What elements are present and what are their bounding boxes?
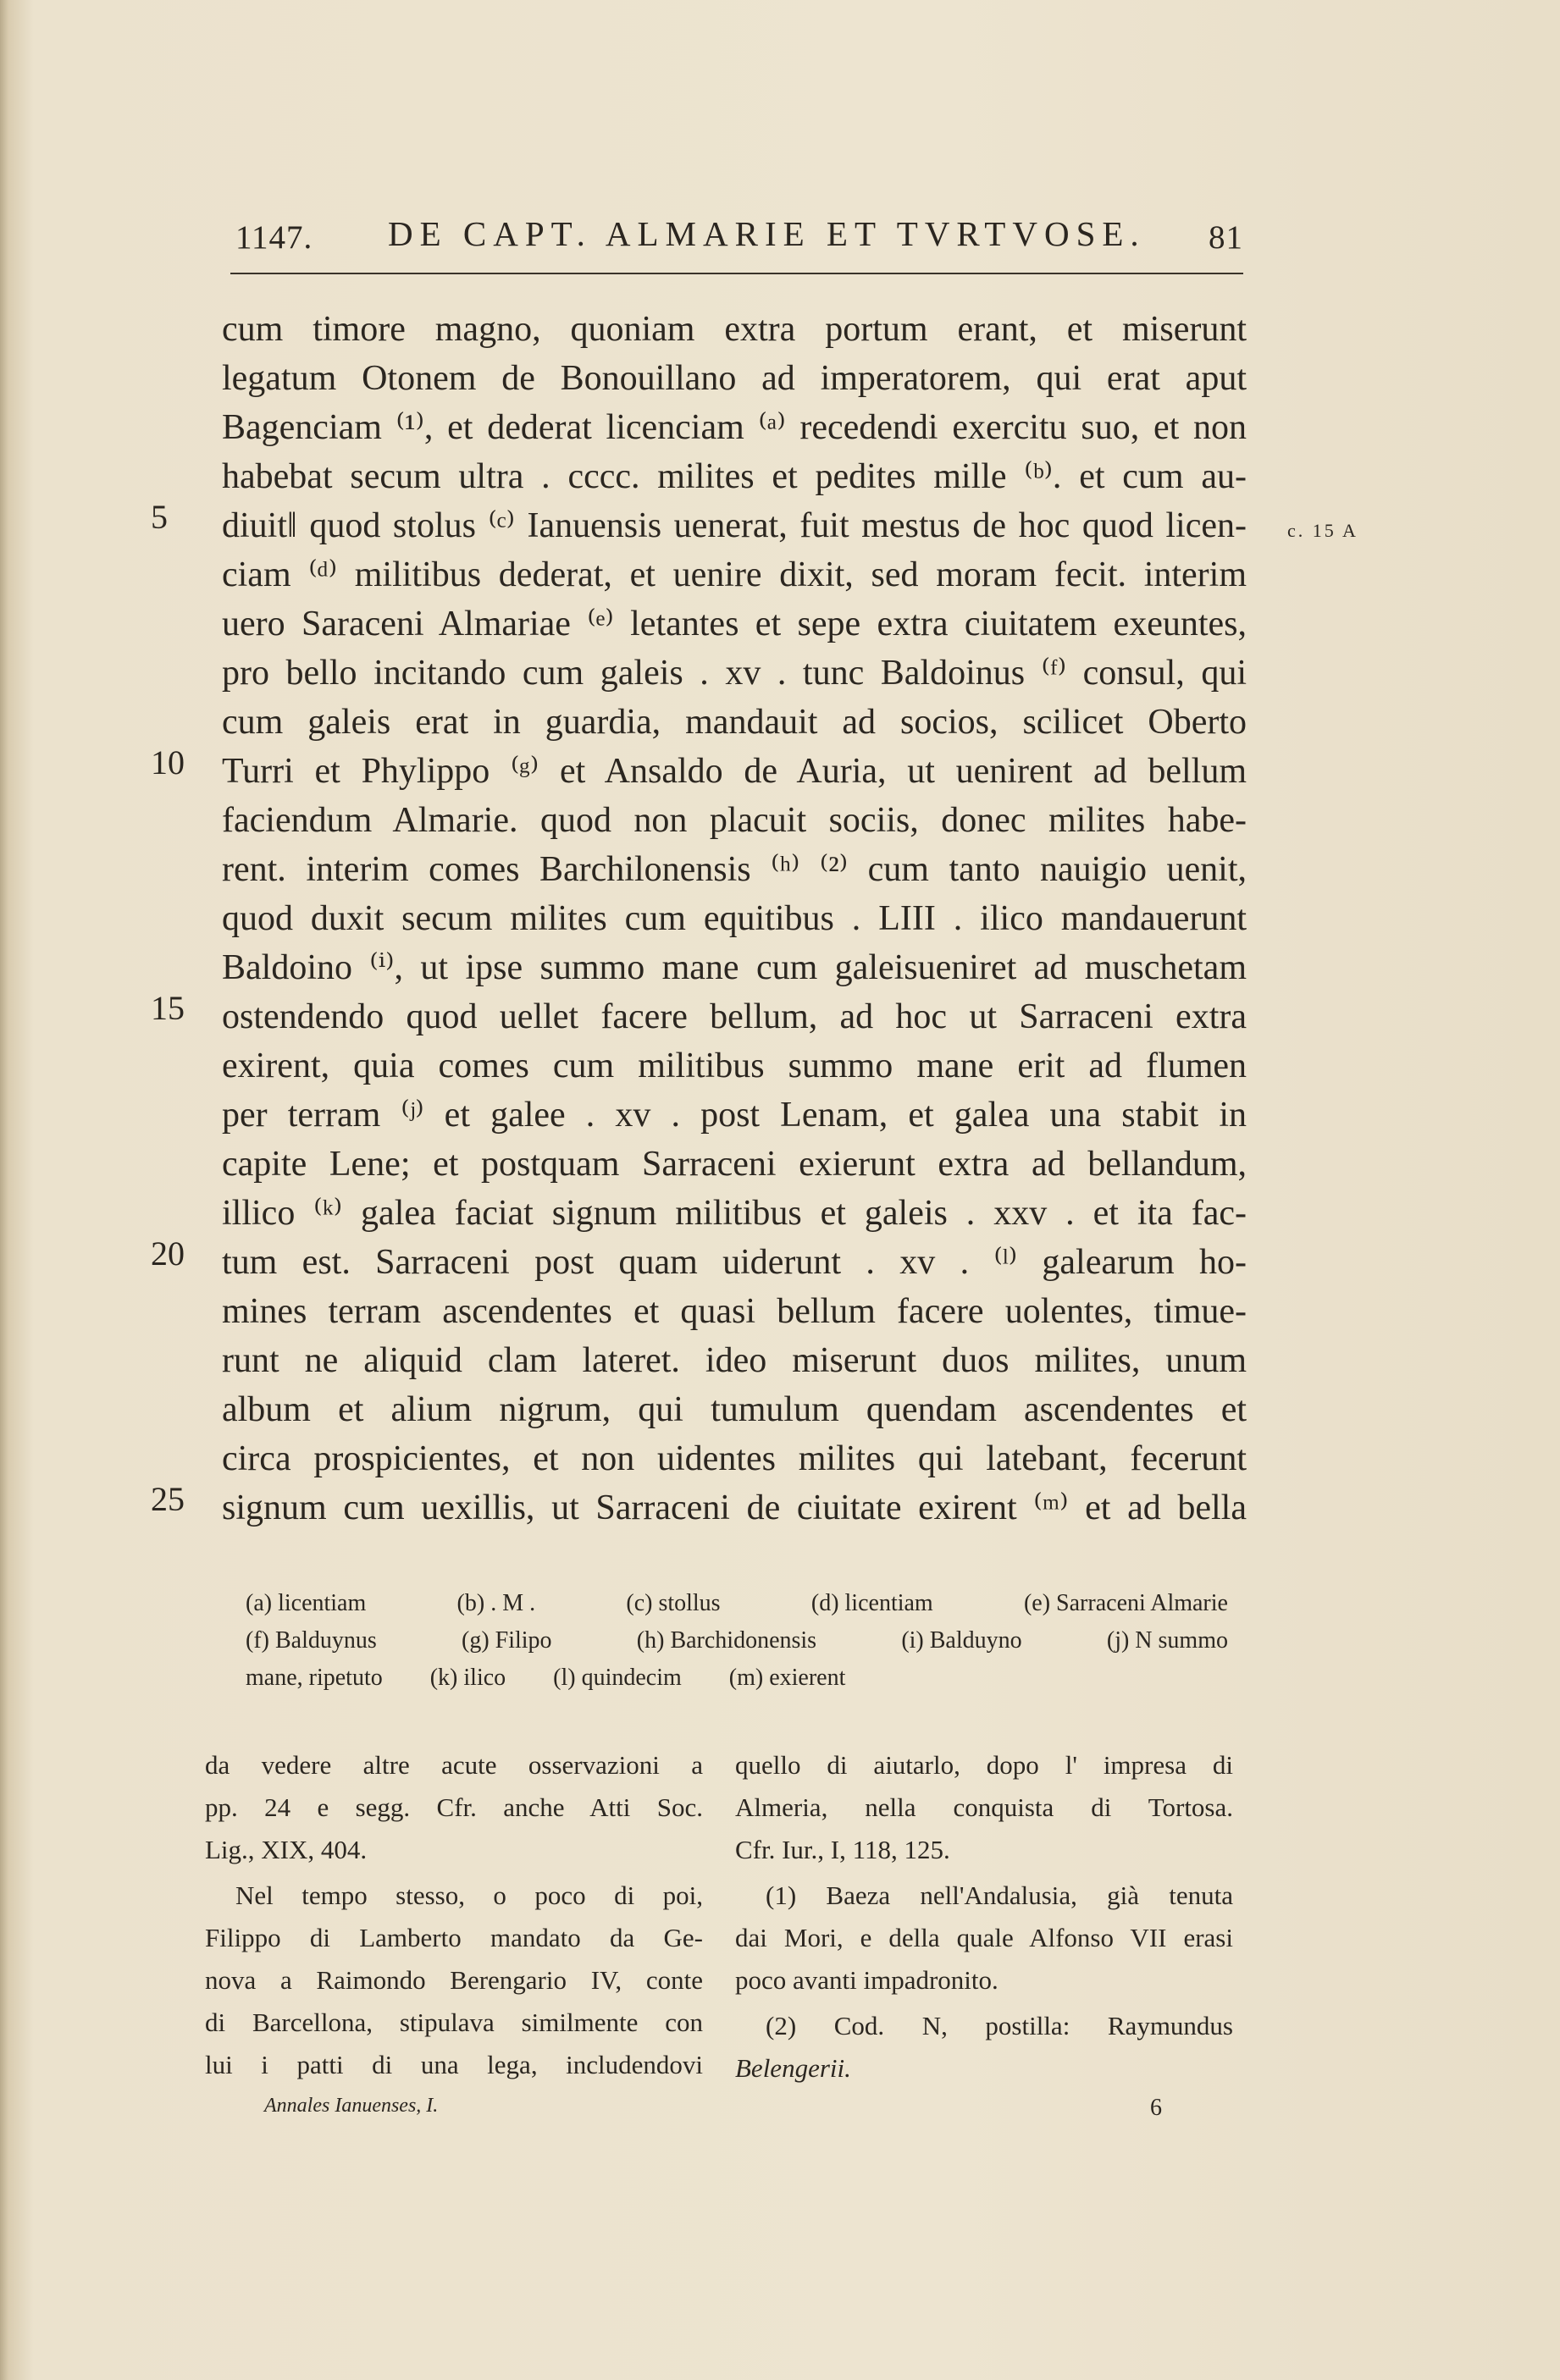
text-line: mines terram ascendentes et quasi bellum facere uolentes, timue- [222,1292,1247,1331]
commentary-line: (1) Baeza nell'Andalusia, già tenuta [766,1880,1233,1910]
text-line: uero Saraceni Almariae ⁽ᵉ⁾ letantes et sepe extra ciuitatem exeuntes, [222,605,1247,643]
text-line: quod duxit secum milites cum equitibus . LIII . ilico mandauerunt [222,899,1247,938]
text-line: diuit‖ quod stolus ⁽ᶜ⁾ Ianuensis uenerat, fuit mestus de hoc quod licen- [222,506,1247,545]
variant-note: (i) Balduyno [901,1627,1022,1654]
commentary-line: Filippo di Lamberto mandato da Ge- [205,1923,703,1952]
text-line: album et alium nigrum, qui tumulum quendam ascendentes et [222,1390,1247,1429]
commentary-right [735,1744,1233,2093]
commentary-line: (2) Cod. N, postilla: Raymundus [766,2011,1233,2040]
text-line: legatum Otonem de Bonouillano ad imperatorem, qui erat aput [222,359,1247,398]
main-text [222,305,1247,1532]
signature-mark: 6 [1150,2095,1162,2121]
text-line: per terram ⁽ʲ⁾ et galee . xv . post Lenam, et galea una stabit in [222,1096,1247,1135]
commentary-line: poco avanti impadronito. [735,1965,999,1995]
header-rule [230,273,1243,274]
text-line: habebat secum ultra . cccc. milites et pedites mille ⁽ᵇ⁾. et cum au- [222,457,1247,496]
variant-note: (h) Barchidonensis [636,1627,817,1654]
text-line: ciam ⁽ᵈ⁾ militibus dederat, et uenire dixit, sed moram fecit. interim [222,555,1247,594]
commentary-line: di Barcellona, stipulava similmente con [205,2007,703,2037]
commentary-line: Belengerii. [735,2053,851,2083]
commentary-line: lui i patti di una lega, includendovi [205,2050,703,2079]
page-number: 81 [1209,219,1243,256]
commentary-left [205,1744,703,2090]
running-header [235,213,1243,264]
footer-source: Annales Ianuenses, I. [264,2095,439,2117]
line-number: 5 [151,498,168,536]
variant-row [246,1585,1228,1622]
variant-note: (g) Filipo [462,1627,552,1654]
text-line: exirent, quia comes cum militibus summo mane erit ad flumen [222,1046,1247,1085]
commentary-paragraph [205,1875,703,2086]
text-line: illico ⁽ᵏ⁾ galea faciat signum militibus et galeis . xxv . et ita fac- [222,1194,1247,1233]
text-line: signum cum uexillis, ut Sarraceni de ciuitate exirent ⁽ᵐ⁾ et ad bella [222,1488,1247,1527]
text-line: pro bello incitando cum galeis . xv . tunc Baldoinus ⁽ᶠ⁾ consul, qui [222,654,1247,693]
variant-note: (a) licentiam [246,1590,367,1616]
variant-apparatus [246,1585,1228,1697]
text-line: cum timore magno, quoniam extra portum erant, et miserunt [222,310,1247,349]
commentary-line: dai Mori, e della quale Alfonso VII erasi [735,1923,1233,1952]
line-number: 20 [151,1234,185,1273]
line-number: 15 [151,989,185,1027]
variant-note: (l) quindecim [553,1665,682,1691]
text-line: circa prospicientes, et non uidentes milites qui latebant, fecerunt [222,1439,1247,1478]
page-footer [264,2095,1196,2121]
commentary-paragraph [205,1744,703,1871]
commentary-line: quello di aiutarlo, dopo l' impresa di [735,1750,1233,1780]
footnote [735,1875,1233,2002]
variant-note: (j) N summo [1106,1627,1228,1654]
variant-note: (d) licentiam [810,1590,933,1616]
margin-note: c. 15 A [1287,520,1358,541]
variant-note: (m) exierent [728,1665,846,1691]
text-line: capite Lene; et postquam Sarraceni exierunt extra ad bellandum, [222,1145,1247,1184]
commentary-line: Nel tempo stesso, o poco di poi, [235,1880,703,1910]
variant-row [246,1622,1228,1659]
header-title: DE CAPT. ALMARIE ET TVRTVOSE. [388,214,1146,253]
variant-note: (b) . M . [456,1590,536,1616]
commentary-line: nova a Raimondo Berengario IV, conte [205,1965,703,1995]
text-line: rent. interim comes Barchilonensis ⁽ʰ⁾ ⁽²⁾ cum tanto nauigio uenit, [222,850,1247,889]
commentary-line: Lig., XIX, 404. [205,1835,368,1864]
variant-note: (c) stollus [626,1590,721,1616]
line-number: 25 [151,1480,185,1518]
variant-note: (f) Balduynus [246,1627,377,1654]
text-line: faciendum Almarie. quod non placuit sociis, donec milites habe- [222,801,1247,840]
variant-note: (k) ilico [429,1665,506,1691]
commentary-line: Cfr. Iur., I, 118, 125. [735,1835,950,1864]
line-number: 10 [151,743,185,781]
header-year: 1147. [235,219,313,256]
variant-note: (e) Sarraceni Almarie [1023,1590,1228,1616]
text-line: tum est. Sarraceni post quam uiderunt . xv . ⁽ˡ⁾ galearum ho- [222,1243,1247,1282]
text-line: Turri et Phylippo ⁽ᵍ⁾ et Ansaldo de Auria, ut uenirent ad bellum [222,752,1247,791]
commentary-line: pp. 24 e segg. Cfr. anche Atti Soc. [205,1792,703,1822]
text-line: cum galeis erat in guardia, mandauit ad socios, scilicet Oberto [222,703,1247,742]
commentary-line: Almeria, nella conquista di Tortosa. [735,1792,1233,1822]
text-line: Baldoino ⁽ⁱ⁾, ut ipse summo mane cum galeisueniret ad muschetam [222,948,1247,987]
footnote [735,2005,1233,2090]
text-line: runt ne aliquid clam lateret. ideo miserunt duos milites, unum [222,1341,1247,1380]
commentary-line: da vedere altre acute osservazioni a [205,1750,703,1780]
text-line: Bagenciam ⁽¹⁾, et dederat licenciam ⁽ᵃ⁾ recedendi exercitu suo, et non [222,408,1247,447]
text-line: ostendendo quod uellet facere bellum, ad hoc ut Sarraceni extra [222,997,1247,1036]
commentary-paragraph [735,1744,1233,1871]
variant-note: mane, ripetuto [246,1665,383,1691]
variant-row [246,1659,1228,1697]
